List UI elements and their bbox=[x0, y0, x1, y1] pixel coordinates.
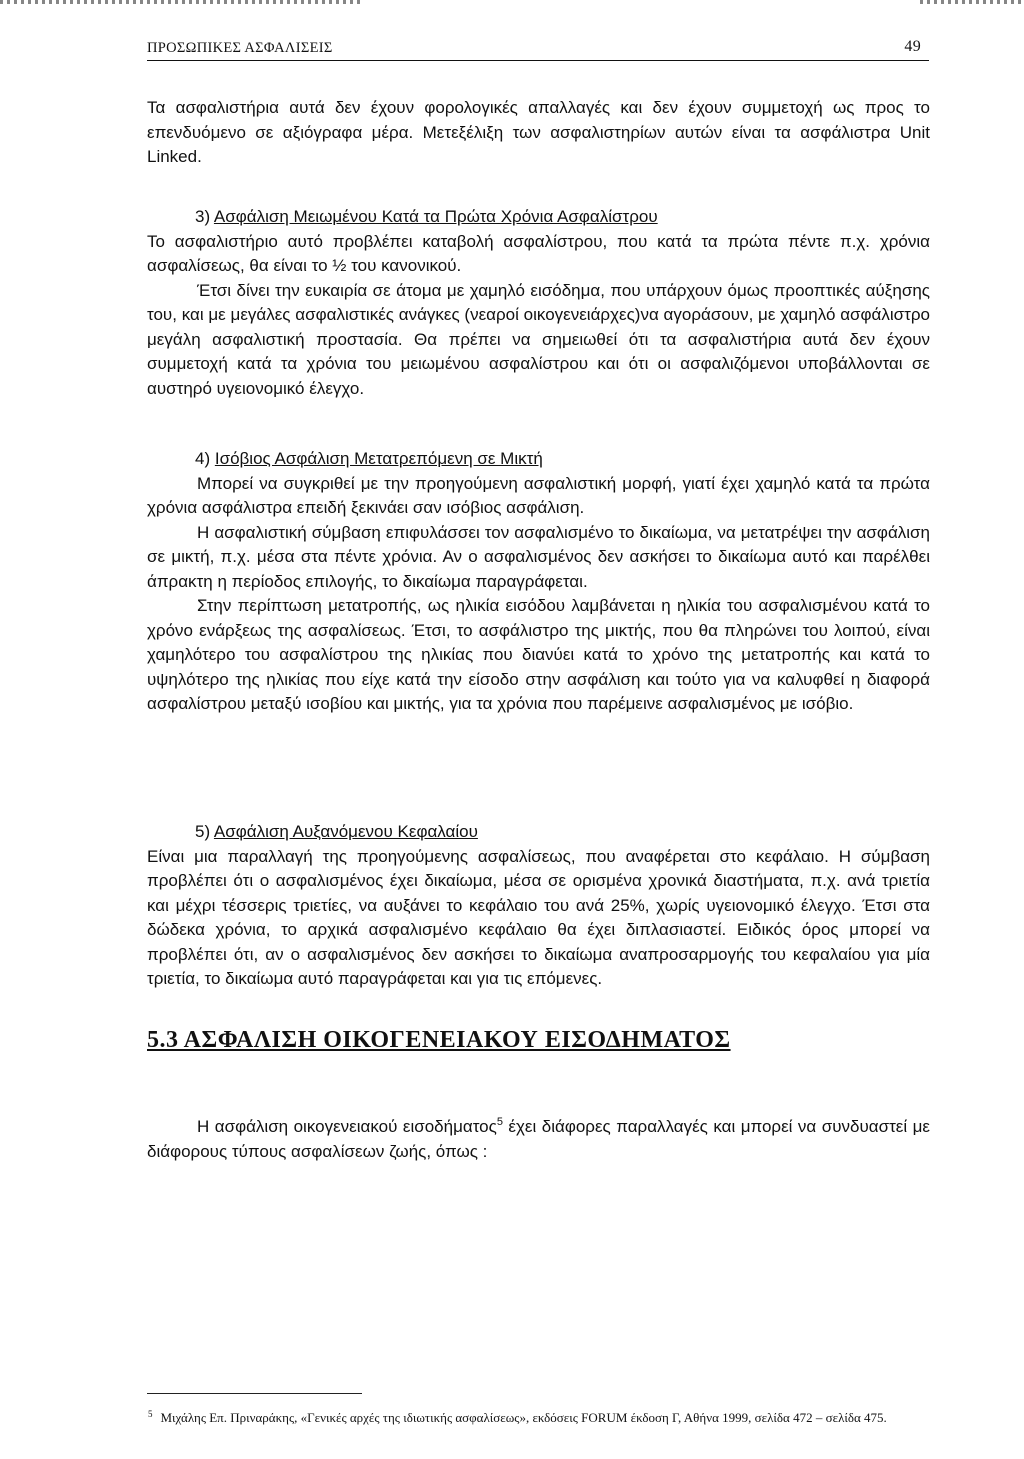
section-intro bbox=[147, 1110, 930, 1164]
scan-artifact bbox=[920, 0, 1024, 4]
item-3-title: Ασφάλιση Μειωμένου Κατά τα Πρώτα Χρόνια Ασφαλίστρου bbox=[213, 207, 658, 226]
item-4-paragraph-1: Μπορεί να συγκριθεί με την προηγούμενη ασφαλιστική μορφή, γιατί έχει χαμηλό κατά τα πρώτα χρόνια ασφάλιστρα επειδή ξεκινάει σαν ισόβιος ασφάλιση. bbox=[147, 473, 930, 517]
item-5-heading bbox=[195, 820, 930, 845]
page-number: 49 bbox=[904, 38, 921, 55]
scan-artifact bbox=[0, 0, 360, 4]
header-title: ΠΡΟΣΩΠΙΚΕΣ ΑΣΦΑΛΙΣΕΙΣ bbox=[147, 40, 333, 56]
footnote bbox=[148, 1405, 928, 1427]
footnote-reference[interactable]: 5 bbox=[496, 1116, 503, 1128]
section-text-after: έχει διάφορες παραλλαγές και μπορεί να συνδυαστεί με διάφορους τύπους ασφαλίσεων ζωής, όπως : bbox=[147, 1117, 930, 1161]
footnote-text: Μιχάλης Επ. Πριναράκης, «Γενικές αρχές της ιδιωτικής ασφαλίσεως», εκδόσεις FORUM έκδοση Γ, Αθήνα 1999, σελίδα 472 – σελίδα 475. bbox=[160, 1410, 887, 1425]
intro-paragraph: Τα ασφαλιστήρια αυτά δεν έχουν φορολογικές απαλλαγές και δεν έχουν συμμετοχή ως προς το επενδυόμενο σε αξιόγραφα μέρα. Μετεξέλιξη των ασφαλιστηρίων αυτών είναι τα ασφάλιστρα Unit Linked. bbox=[147, 98, 930, 166]
section-text-before: Η ασφάλιση οικογενειακού εισοδήματος bbox=[197, 1117, 497, 1136]
item-4 bbox=[147, 447, 930, 717]
section-title: 5.3 ΑΣΦΑΛΙΣΗ ΟΙΚΟΓΕΝΕΙΑΚΟΥ ΕΙΣΟΔΗΜΑΤΟΣ bbox=[147, 1027, 731, 1053]
item-5-title: Ασφάλιση Αυξανόμενου Κεφαλαίου bbox=[213, 822, 478, 841]
item-3-number: 3) bbox=[195, 207, 211, 226]
item-4-paragraph-2: Η ασφαλιστική σύμβαση επιφυλάσσει τον ασφαλισμένο το δικαίωμα, να μετατρέψει την ασφάλιση σε μικτή, π.χ. μέσα στα πέντε χρόνια. Αν ο ασφαλισμένος δεν ασκήσει το δικαίωμα αυτό και παρέλθει άπρακτη η περίοδος επιλογής, το δικαίωμα παραγράφεται. bbox=[147, 522, 930, 591]
footnote-number: 5 bbox=[148, 1409, 153, 1419]
footnote-divider bbox=[147, 1393, 362, 1394]
item-4-heading bbox=[195, 447, 930, 472]
intro-block bbox=[147, 96, 930, 170]
item-3 bbox=[147, 205, 930, 401]
running-header bbox=[147, 38, 929, 61]
item-4-paragraph-3: Στην περίπτωση μετατροπής, ως ηλικία εισόδου λαμβάνεται η ηλικία του ασφαλισμένου κατά το χρόνο ενάρξεως της ασφαλίσεως. Έτσι, το ασφάλιστρο της μικτής, που θα πληρώνει του λοιπού, είναι χαμηλότερο του ασφαλίστρου της ηλικίας που διανύει κατά το χρόνο της μετατροπής και κατά το υψηλότερο της ηλικίας που είχε κατά την είσοδο στην ασφάλιση και τούτο για να καλυφθεί η διαφορά ασφαλίστρου μεταξύ ισοβίου και μικτής, για τα χρόνια που παρέμεινε ασφαλισμένος με ισόβιο. bbox=[147, 596, 930, 713]
section-paragraph bbox=[147, 1110, 930, 1164]
item-5-paragraph-1: Είναι μια παραλλαγή της προηγούμενης ασφαλίσεως, που αναφέρεται στο κεφάλαιο. Η σύμβαση προβλέπει ότι ο ασφαλισμένος έχει δικαίωμα, μέσα σε ορισμένα χρονικά διαστήματα, π.χ. ανά τριετία και μέχρι τέσσερις τριετίες, να αυξάνει το κεφάλαιο του ανά 25%, χωρίς υγειονομικό έλεγχο. Έτσι στα δώδεκα χρόνια, το αρχικά ασφαλισμένο κεφάλαιο θα έχει διπλασιαστεί. Ειδικός όρος μπορεί να προβλέπει ότι, αν ο ασφαλισμένος δεν ασκήσει το δικαίωμα αναπροσαρμογής του κεφαλαίου για μία τριετία, το δικαίωμα αυτό παραγράφεται και για τις επόμενες. bbox=[147, 846, 930, 988]
item-4-title: Ισόβιος Ασφάλιση Μετατρεπόμενη σε Μικτή bbox=[214, 449, 543, 468]
item-4-number: 4) bbox=[195, 449, 211, 468]
item-5 bbox=[147, 820, 930, 992]
item-3-heading bbox=[195, 205, 930, 230]
item-3-paragraph-1: Το ασφαλιστήριο αυτό προβλέπει καταβολή ασφαλίστρου, που κατά τα πρώτα πέντε π.χ. χρόνια ασφαλίσεως, θα είναι το ½ του κανονικού. bbox=[147, 231, 930, 275]
item-5-number: 5) bbox=[195, 822, 211, 841]
item-3-paragraph-2: Έτσι δίνει την ευκαιρία σε άτομα με χαμηλό εισόδημα, που υπάρχουν όμως προοπτικές αύξησης του, και με μεγάλες ασφαλιστικές ανάγκες (νεαροί οικογενειάρχες)να αγοράσουν, με χαμηλό ασφάλιστρο μεγάλη ασφαλιστική προστασία. Θα πρέπει να σημειωθεί ότι τα ασφαλιστήρια αυτά δεν έχουν συμμετοχή κατά τα χρόνια του μειωμένου ασφαλίστρου και ότι οι ασφαλιζόμενοι υποβάλλονται σε αυστηρό υγειονομικό έλεγχο. bbox=[147, 280, 930, 398]
